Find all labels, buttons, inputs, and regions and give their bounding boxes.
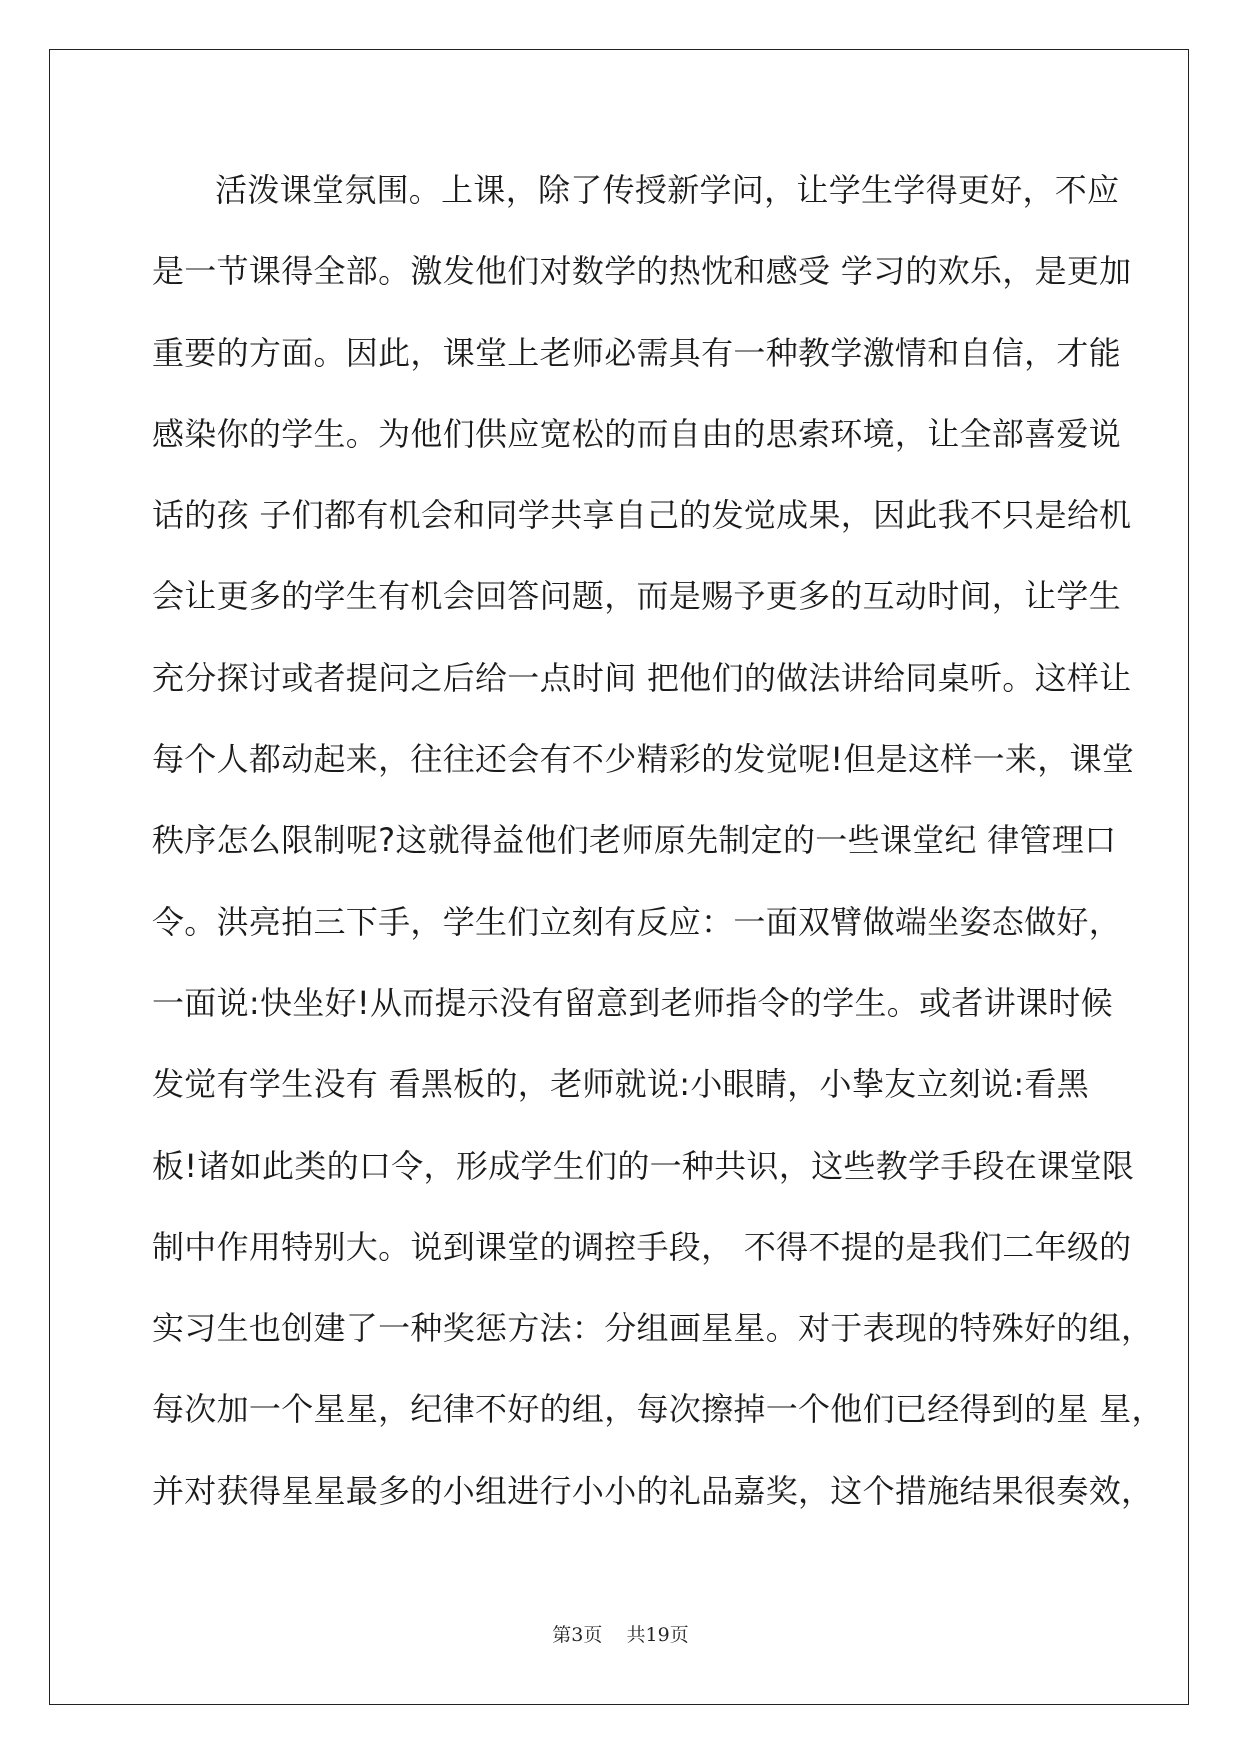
text-line: 每个人都动起来，往往还会有不少精彩的发觉呢!但是这样一来，课堂	[152, 740, 1135, 779]
text-line: 活泼课堂氛围。上课，除了传授新学问，让学生学得更好，不应	[215, 171, 1120, 209]
document-body	[152, 160, 1164, 1542]
page-total: 共19页	[626, 1624, 689, 1646]
text-line: 重要的方面。因此，课堂上老师必需具有一种教学激情和自信，才能	[152, 333, 1122, 372]
text-line: 感染你的学生。为他们供应宽松的而自由的思索环境，让全部喜爱说	[152, 414, 1122, 453]
text-line: 制中作用特别大。说到课堂的调控手段， 不得不提的是我们二年级的	[152, 1227, 1132, 1266]
text-line: 令。洪亮拍三下手，学生们立刻有反应：一面双臂做端坐姿态做好，	[152, 902, 1122, 941]
text-line: 并对获得星星最多的小组进行小小的礼品嘉奖，这个措施结果很奏效，	[152, 1471, 1154, 1510]
text-line: 每次加一个星星，纪律不好的组，每次擦掉一个他们已经得到的星 星，	[152, 1390, 1164, 1429]
text-line: 实习生也创建了一种奖惩方法：分组画星星。对于表现的特殊好的组，	[152, 1309, 1154, 1348]
text-line: 话的孩 子们都有机会和同学共享自己的发觉成果，因此我不只是给机	[152, 496, 1132, 535]
text-line: 一面说:快坐好!从而提示没有留意到老师指令的学生。或者讲课时候	[152, 983, 1113, 1022]
text-line: 秩序怎么限制呢?这就得益他们老师原先制定的一些课堂纪 律管理口	[152, 821, 1117, 860]
text-line: 是一节课得全部。激发他们对数学的热忱和感受 学习的欢乐，是更加	[152, 252, 1132, 291]
text-line: 板!诸如此类的口令，形成学生们的一种共识，这些教学手段在课堂限	[152, 1146, 1135, 1185]
text-line: 发觉有学生没有 看黑板的，老师就说:小眼睛，小挚友立刻说:看黑	[152, 1065, 1090, 1104]
page-footer	[0, 1620, 1241, 1647]
page-number: 第3页	[552, 1624, 603, 1646]
text-line: 会让更多的学生有机会回答问题，而是赐予更多的互动时间，让学生	[152, 577, 1122, 616]
text-line: 充分探讨或者提问之后给一点时间 把他们的做法讲给同桌听。这样让	[152, 658, 1132, 697]
